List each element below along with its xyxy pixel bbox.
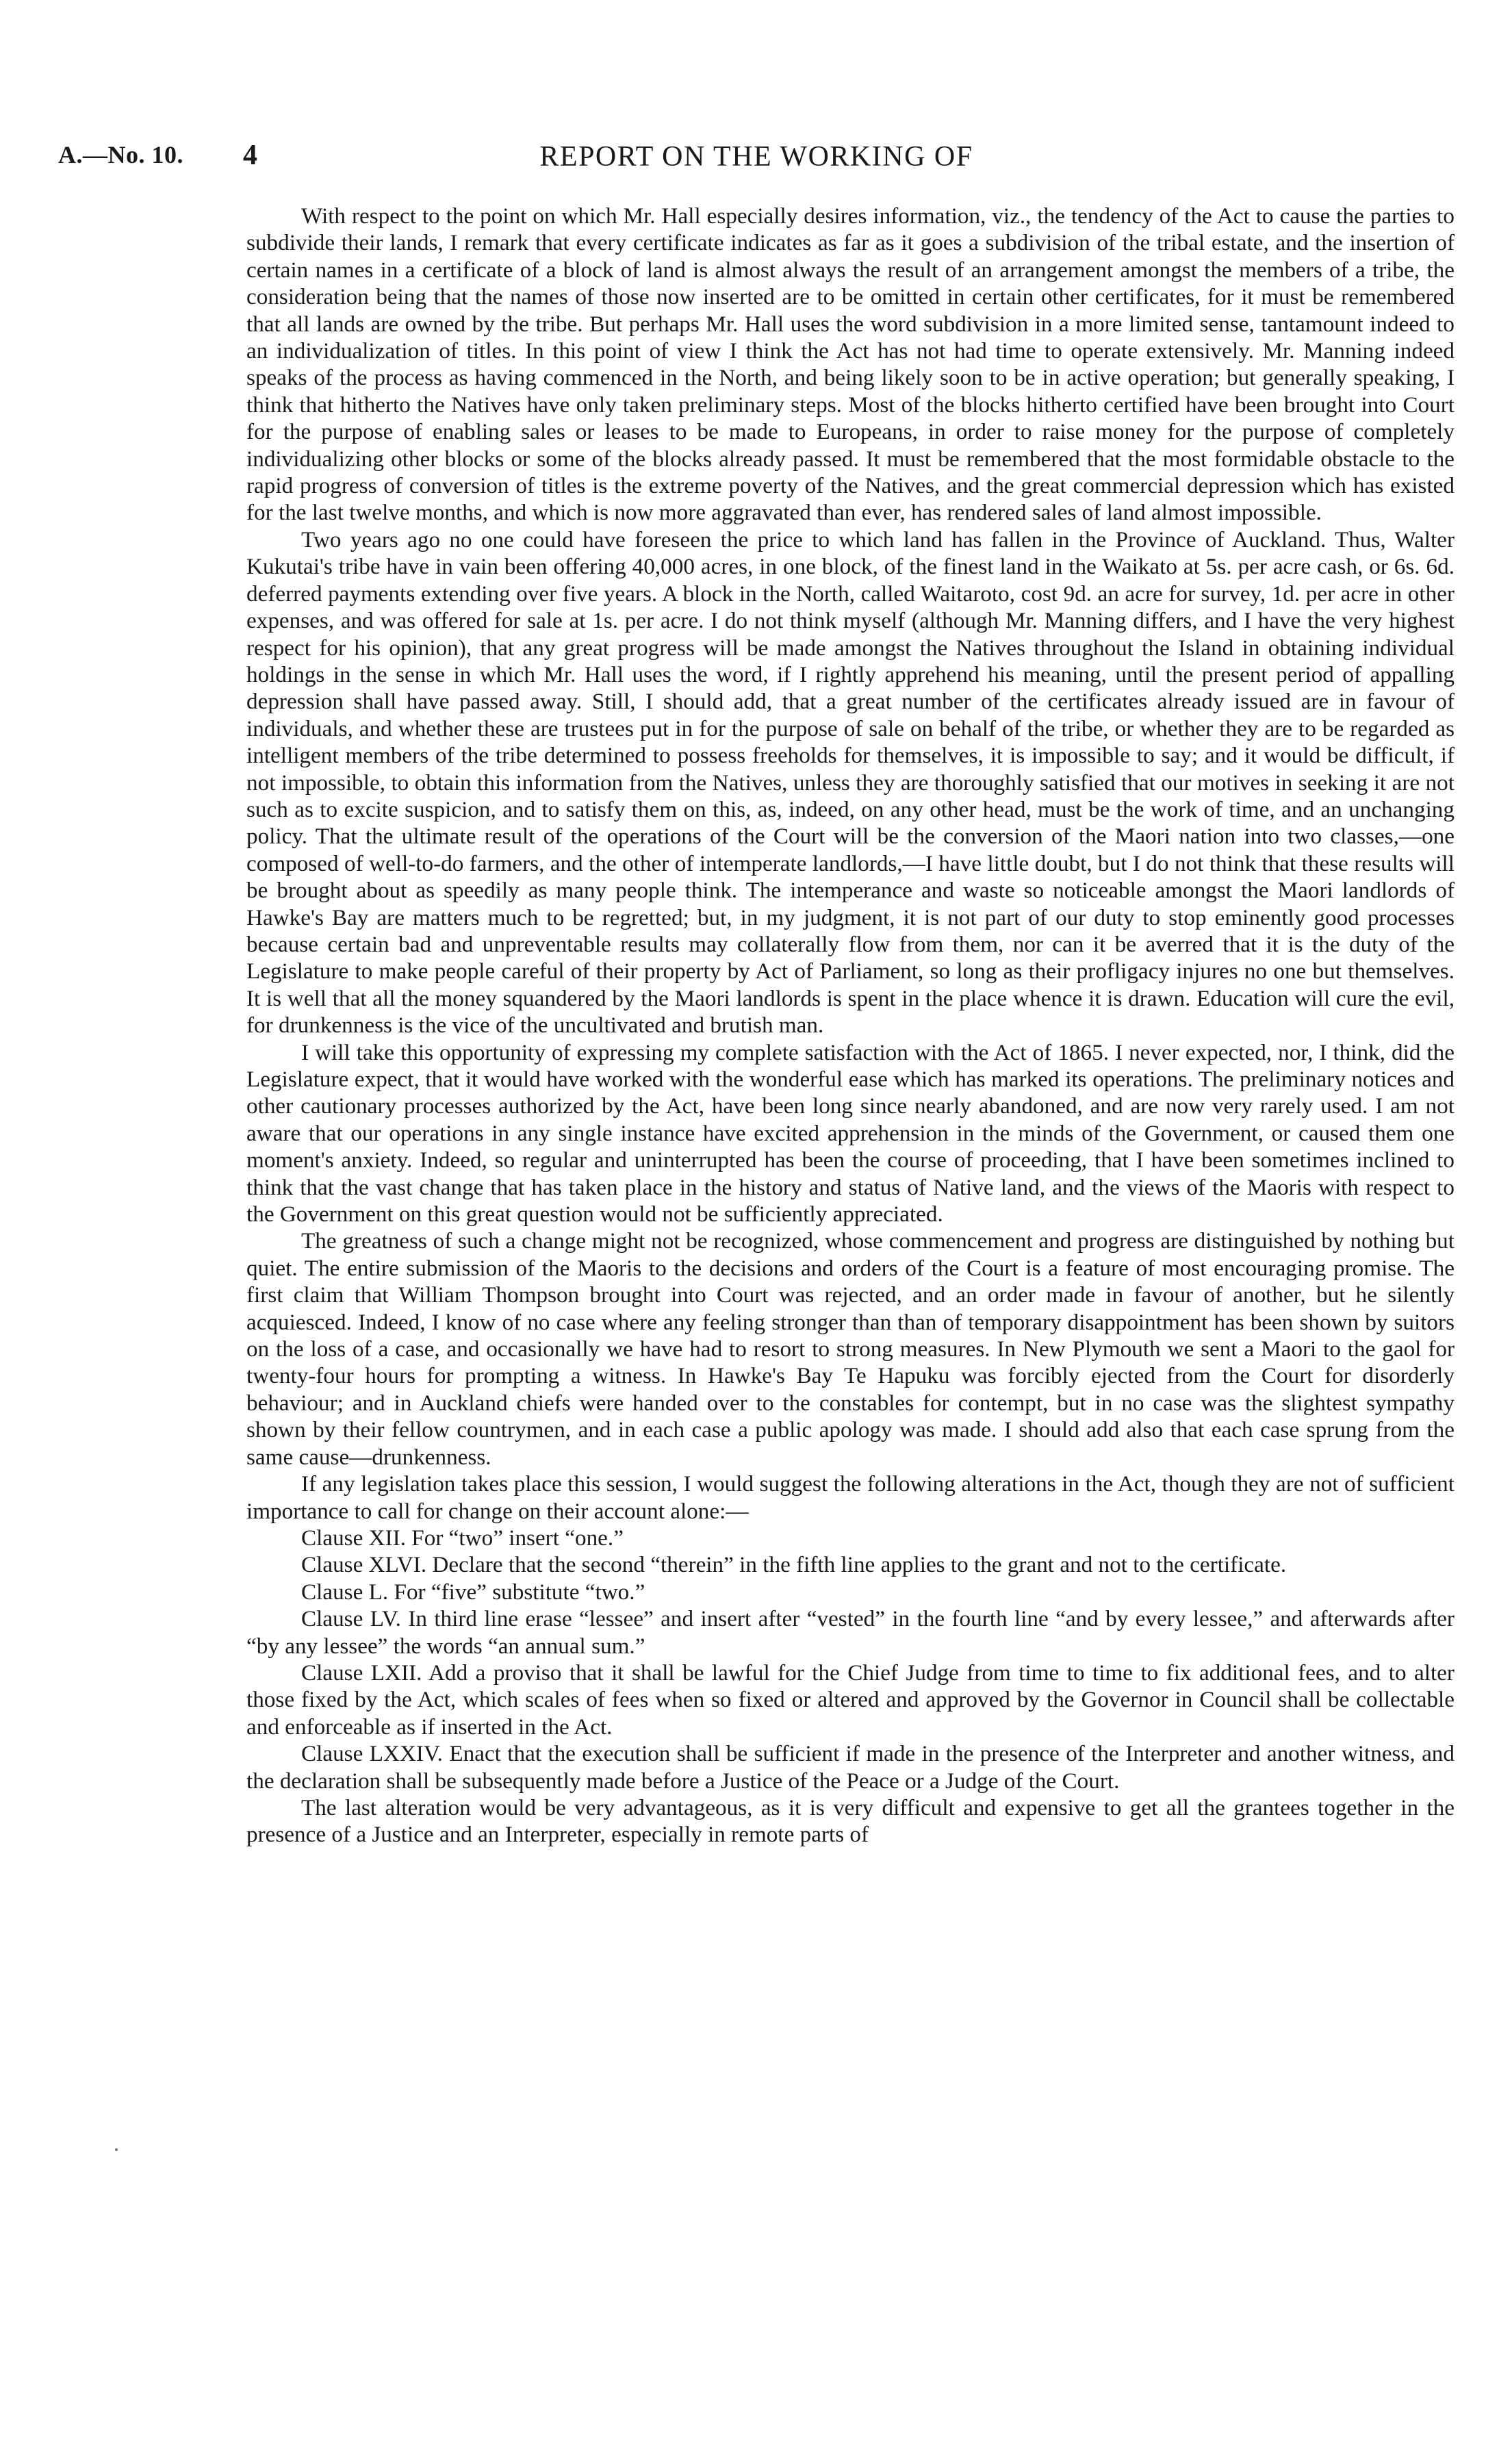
page-number: 4 bbox=[243, 140, 257, 171]
margin-speck bbox=[115, 2148, 118, 2151]
clause-xlvi: Clause XLVI. Declare that the second “therein” in the fifth line applies to the grant and not to the certificate. bbox=[301, 1552, 1287, 1578]
paragraph-land-prices-auckland: Two years ago no one could have foreseen the price to which land has fallen in the Province of Auckland. Thus, Walter Kukutai's tribe have in vain been offering 40,000 acres, in one block, of the finest land in the Waikato at 5s. per acre cash, or 6s. 6d. deferred payments extending over five years. A block in the North, called Waitaroto, cost 9d. an acre for survey, 1d. per acre in other expenses, and was offered for sale at 1s. per acre. I do not think myself (although Mr. Manning differs, and I have the very highest respect for his opinion), that any great progress will be made amongst the Natives throughout the Island in obtaining individual holdings in the sense in which Mr. Hall uses the word, if I rightly apprehend his meaning, until the present period of appalling depression shall have passed away. Still, I should add, that a great number of the certificates already issued are in favour of individuals, and whether these are trustees put in for the purpose of sale on behalf of the tribe, or whether they are to be regarded as intelligent members of the tribe determined to possess freeholds for themselves, it is impossible to say; and it would be difficult, if not impossible, to obtain this information from the Natives, unless they are thoroughly satisfied that our motives in seeking it are not such as to excite suspicion, and to satisfy them on this, as, indeed, on any other head, must be the work of time, and an unchanging policy. That the ultimate result of the operations of the Court will be the conversion of the Maori nation into two classes,—one composed of well-to-do farmers, and the other of intemperate landlords,—I have little doubt, but I do not think that these results will be brought about as speedily as many people think. The intemperance and waste so noticeable amongst the Maori landlords of Hawke's Bay are matters much to be regretted; but, in my judgment, it is not part of our duty to stop eminently good processes because certain bad and unpreventable results may collaterally flow from them, nor can it be averred that it is the duty of the Legislature to make people careful of their property by Act of Parliament, so long as their profligacy injures no one but themselves. It is well that all the money squandered by the Maori landlords is spent in the place whence it is drawn. Education will cure the evil, for drunkenness is the vice of the uncultivated and brutish man. bbox=[246, 526, 1455, 1039]
paragraph-suggested-alterations: If any legislation takes place this session, I would suggest the following alterations in the Act, though they are not of sufficient importance to call for change on their account alone:— bbox=[246, 1471, 1455, 1524]
running-title: REPORT ON THE WORKING OF bbox=[539, 141, 973, 173]
page-header bbox=[58, 140, 1455, 181]
clause-lxii: Clause LXII. Add a proviso that it shall be lawful for the Chief Judge from time to time to fix additional fees, and to alter those fixed by the Act, which scales of fees when so fixed or altered and approved by the Governor in Council shall be collectable and enforceable as if inserted in the Act. bbox=[246, 1659, 1455, 1740]
report-body bbox=[246, 203, 1455, 1848]
paragraph-subdivision-of-lands: With respect to the point on which Mr. Hall especially desires information, viz., the tendency of the Act to cause the parties to subdivide their lands, I remark that every certificate indicates as far as it goes a subdivision of the tribal estate, and the insertion of certain names in a certificate of a block of land is almost always the result of an arrangement amongst the members of a tribe, the consideration being that the names of those now inserted are to be omitted in certain other certificates, for it must be remembered that all lands are owned by the tribe. But perhaps Mr. Hall uses the word subdivision in a more limited sense, tantamount indeed to an individualization of titles. In this point of view I think the Act has not had time to operate extensively. Mr. Manning indeed speaks of the process as having commenced in the North, and being likely soon to be in active operation; but generally speaking, I think that hitherto the Natives have only taken preliminary steps. Most of the blocks hitherto certified have been brought into Court for the purpose of enabling sales or leases to be made to Europeans, in order to raise money for the purpose of completely individualizing other blocks or some of the blocks already passed. It must be remembered that the most formidable obstacle to the rapid progress of conversion of titles is the extreme poverty of the Natives, and the great commercial depression which has existed for the last twelve months, and which is now more aggravated than ever, has rendered sales of land almost impossible. bbox=[246, 203, 1455, 526]
clause-lv: Clause LV. In third line erase “lessee” and insert after “vested” in the fourth line “and by every lessee,” and afterwards after “by any lessee” the words “an annual sum.” bbox=[246, 1606, 1455, 1659]
paper-reference: A.—No. 10. bbox=[58, 141, 183, 168]
paragraph-submission-to-court: The greatness of such a change might not be recognized, whose commencement and progress are distinguished by nothing but quiet. The entire submission of the Maoris to the decisions and orders of the Court is a feature of most encouraging promise. The first claim that William Thompson brought into Court was rejected, and an order made in favour of another, but he silently acquiesced. Indeed, I know of no case where any feeling stronger than than of temporary disappointment has been shown by suitors on the loss of a case, and occasionally we have had to resort to strong measures. In New Plymouth we sent a Maori to the gaol for twenty-four hours for prompting a witness. In Hawke's Bay Te Hapuku was forcibly ejected from the Court for disorderly behaviour; and in Auckland chiefs were handed over to the constables for contempt, but in no case was the slightest sympathy shown by their fellow countrymen, and in each case a public apology was made. I should add also that each case sprung from the same cause—drunkenness. bbox=[246, 1228, 1455, 1470]
paragraph-last-alteration: The last alteration would be very advantageous, as it is very difficult and expensive to get all the grantees together in the presence of a Justice and an Interpreter, especially in remote parts of bbox=[246, 1794, 1455, 1848]
clause-l: Clause L. For “five” substitute “two.” bbox=[301, 1579, 645, 1605]
clause-xii: Clause XII. For “two” insert “one.” bbox=[301, 1525, 624, 1551]
clause-lxxiv: Clause LXXIV. Enact that the execution shall be sufficient if made in the presence of the Interpreter and another witness, and the declaration shall be subsequently made before a Justice of the Peace or a Judge of the Court. bbox=[246, 1741, 1455, 1794]
paragraph-satisfaction-with-act: I will take this opportunity of expressing my complete satisfaction with the Act of 1865. I never expected, nor, I think, did the Legislature expect, that it would have worked with the wonderful ease which has marked its operations. The preliminary notices and other cautionary processes authorized by the Act, have been long since nearly abandoned, and are now very rarely used. I am not aware that our operations in any single instance have excited apprehension in the minds of the Government, or caused them one moment's anxiety. Indeed, so regular and uninterrupted has been the course of proceeding, that I have been sometimes inclined to think that the vast change that has taken place in the history and status of Native land, and the views of the Maoris with respect to the Government on this great question would not be sufficiently appreciated. bbox=[246, 1039, 1455, 1228]
